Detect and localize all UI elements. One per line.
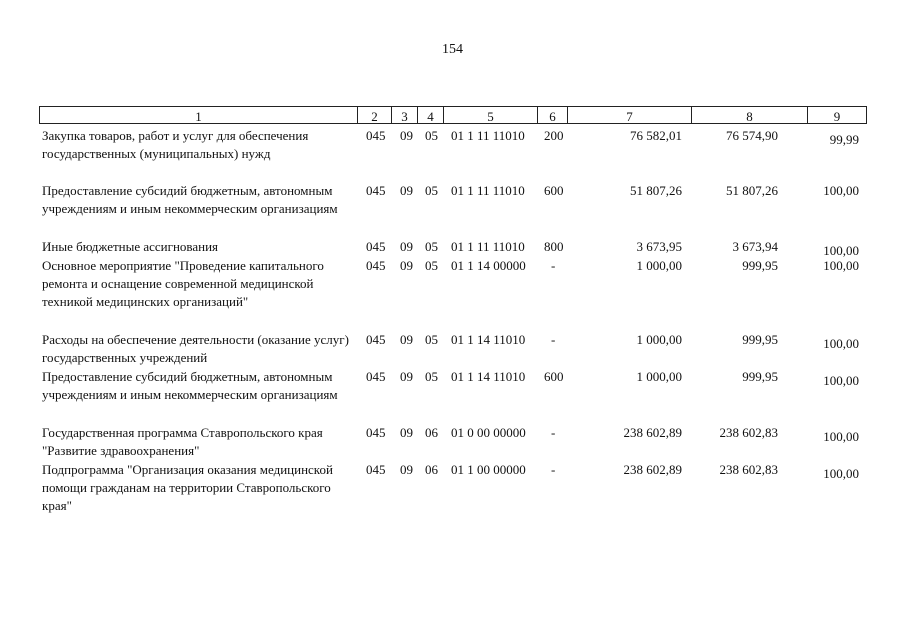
row-col-4: 06: [425, 462, 438, 477]
header-col-3: 3: [392, 107, 418, 124]
row-col-9: 100,00: [823, 466, 859, 481]
page-number: 154: [442, 42, 463, 57]
table-header: [39, 106, 867, 124]
row-col-2: 045: [366, 369, 386, 384]
header-col-1: 1: [40, 107, 358, 124]
row-col-8: 999,95: [742, 258, 778, 273]
row-col-9: 100,00: [823, 373, 859, 388]
row-col-6: -: [551, 425, 556, 440]
row-col-3: 09: [400, 462, 413, 477]
row-col-7: 238 602,89: [623, 462, 682, 477]
row-name: Расходы на обеспечение деятельности (оказание услуг) государственных учреждений: [42, 332, 349, 365]
row-name: Иные бюджетные ассигнования: [42, 239, 219, 254]
row-col-7: 76 582,01: [630, 128, 682, 143]
row-col-4: 05: [425, 369, 438, 384]
row-col-5: 01 1 11 11010: [451, 183, 525, 198]
row-col-9: 100,00: [823, 243, 859, 258]
row-col-5: 01 1 14 11010: [451, 332, 526, 347]
row-col-6: 800: [544, 239, 564, 254]
row-col-7: 1 000,00: [636, 332, 682, 347]
row-name: Предоставление субсидий бюджетным, автономным учреждениям и иным некоммерческим организациям: [42, 183, 338, 216]
row-col-5: 01 1 11 11010: [451, 128, 525, 143]
row-col-3: 09: [400, 332, 413, 347]
row-col-7: 238 602,89: [623, 425, 682, 440]
row-col-6: 600: [544, 369, 564, 384]
row-name: Предоставление субсидий бюджетным, автономным учреждениям и иным некоммерческим организациям: [42, 369, 338, 402]
row-col-9: 100,00: [823, 258, 859, 273]
row-col-4: 05: [425, 258, 438, 273]
row-col-2: 045: [366, 239, 386, 254]
row-col-2: 045: [366, 462, 386, 477]
row-col-2: 045: [366, 332, 386, 347]
row-col-3: 09: [400, 239, 413, 254]
row-col-2: 045: [366, 425, 386, 440]
row-col-7: 3 673,95: [636, 239, 682, 254]
header-col-9: 9: [833, 109, 841, 124]
row-name: Основное мероприятие "Проведение капитального ремонта и оснащение современной медицинской техникой медицинских организаций": [42, 258, 324, 309]
row-col-6: 200: [544, 128, 564, 143]
row-col-8: 238 602,83: [719, 425, 778, 440]
row-col-8: 999,95: [742, 332, 778, 347]
row-name: Подпрограмма "Организация оказания медицинской помощи гражданам на территории Ставропольского края": [42, 462, 333, 513]
row-name: Государственная программа Ставропольского края "Развитие здравоохранения": [42, 425, 323, 458]
row-col-3: 09: [400, 258, 413, 273]
row-col-3: 09: [400, 183, 413, 198]
row-col-4: 05: [425, 332, 438, 347]
row-col-4: 06: [425, 425, 438, 440]
row-col-9: 99,99: [829, 132, 859, 147]
row-col-5: 01 0 00 00000: [451, 425, 526, 440]
row-col-3: 09: [400, 425, 413, 440]
header-col-5: 5: [444, 107, 538, 124]
row-col-5: 01 1 00 00000: [451, 462, 526, 477]
header-col-2: 2: [358, 107, 392, 124]
row-col-4: 05: [425, 239, 438, 254]
header-col-6: 6: [538, 107, 568, 124]
header-col-7: 7: [568, 107, 692, 124]
row-name: Закупка товаров, работ и услуг для обеспечения государственных (муниципальных) нужд: [42, 128, 309, 161]
row-col-7: 1 000,00: [636, 369, 682, 384]
row-col-2: 045: [366, 258, 386, 273]
row-col-6: -: [551, 462, 556, 477]
row-col-5: 01 1 11 11010: [451, 239, 525, 254]
row-col-3: 09: [400, 369, 413, 384]
header-col-8: 8: [692, 107, 808, 124]
row-col-4: 05: [425, 128, 438, 143]
row-col-8: 51 807,26: [726, 183, 778, 198]
row-col-7: 51 807,26: [630, 183, 682, 198]
row-col-9: 100,00: [823, 183, 859, 198]
header-col-4: 4: [418, 107, 444, 124]
row-col-7: 1 000,00: [636, 258, 682, 273]
row-col-8: 999,95: [742, 369, 778, 384]
row-col-6: 600: [544, 183, 564, 198]
row-col-9: 100,00: [823, 429, 859, 444]
row-col-6: -: [551, 258, 556, 273]
row-col-2: 045: [366, 128, 386, 143]
row-col-8: 76 574,90: [726, 128, 778, 143]
row-col-6: -: [551, 332, 556, 347]
row-col-8: 3 673,94: [732, 239, 778, 254]
row-col-2: 045: [366, 183, 386, 198]
row-col-3: 09: [400, 128, 413, 143]
row-col-9: 100,00: [823, 336, 859, 351]
row-col-5: 01 1 14 11010: [451, 369, 526, 384]
row-col-8: 238 602,83: [719, 462, 778, 477]
row-col-5: 01 1 14 00000: [451, 258, 526, 273]
row-col-4: 05: [425, 183, 438, 198]
